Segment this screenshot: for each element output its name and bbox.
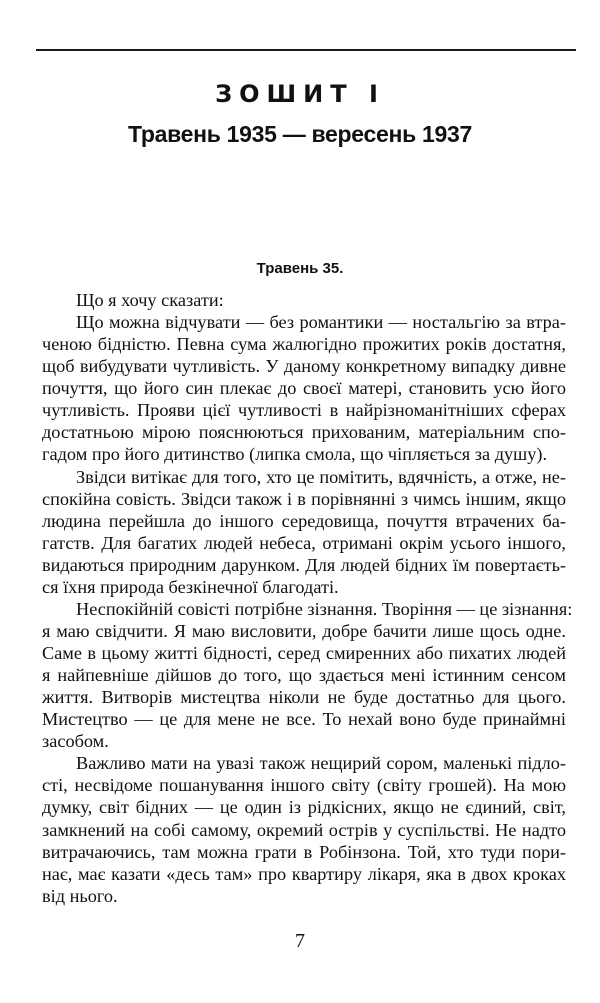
- text-line: Важливо мати на увазі також нещирий сором, маленькі підло-: [76, 753, 566, 774]
- paragraph: [42, 311, 566, 465]
- page-number: 7: [295, 930, 305, 952]
- text-line: думку, світ бідних — це один із рідкісних, якщо не єдиний, світ,: [42, 797, 566, 818]
- body-text: [42, 289, 573, 907]
- text-line: ченою бідністю. Певна сума жалюгідно прожитих років достатня,: [42, 334, 566, 355]
- chapter-title: ЗОШИТ І: [215, 80, 385, 108]
- text-line: гатств. Для багатих людей небеса, отримані окрім усього іншого,: [42, 532, 566, 553]
- text-line: достатньою мірою пояснюються прихованим, матеріальним спо-: [42, 422, 566, 443]
- entry-heading: Травень 35.: [256, 260, 344, 277]
- header-rule: [36, 49, 576, 51]
- chapter-date-range: Травень 1935 — вересень 1937: [128, 121, 472, 147]
- text-line: я маю свідчити. Я маю висловити, добре бачити лише щось одне.: [42, 620, 566, 641]
- text-line: Що можна відчувати — без романтики — ностальгію за втра-: [76, 312, 566, 333]
- text-line: щоб вибудувати чутливість. У даному конкретному випадку дивне: [42, 356, 566, 377]
- text-line: чутливість. Прояви цієї чутливості в найрізноманітніших сферах: [42, 400, 566, 421]
- text-line: Що я хочу сказати:: [76, 290, 224, 310]
- text-line: Саме в цьому житті бідності, серед смиренних або пихатих людей: [42, 643, 566, 663]
- text-line: засобом.: [42, 731, 109, 752]
- paragraph: [42, 289, 566, 311]
- text-line: нає, має казати «десь там» про квартиру лікаря, яка в двох кроках: [42, 863, 566, 884]
- text-line: витрачаючись, там можна грати в Робінзона. Той, хто туди пори-: [42, 841, 566, 862]
- text-line: замкнений на собі самому, окремий острів у суспільстві. Не надто: [42, 819, 566, 840]
- text-line: життя. Витворів мистецтва ніколи не буде достатньо для цього.: [42, 687, 566, 708]
- text-line: від нього.: [42, 885, 118, 906]
- text-line: Неспокійній совісті потрібне зізнання. Творіння — це зізнання:: [76, 598, 573, 619]
- text-line: гадом про його дитинство (липка смола, що чіпляється за душу).: [42, 444, 548, 465]
- text-line: людина перейшла до іншого середовища, почуття втрачених ба-: [42, 510, 566, 531]
- text-line: сті, несвідоме пошанування іншого світу (світу грошей). На мою: [42, 775, 566, 796]
- paragraph: [42, 752, 566, 906]
- text-line: видаються природним дарунком. Для людей бідних їм повертаєть-: [42, 554, 566, 575]
- paragraph: [42, 466, 566, 598]
- text-line: Звідси витікає для того, хто це помітить, вдячність, а отже, не-: [76, 466, 566, 487]
- text-line: спокійна совість. Звідси також і в порівнянні з чимсь іншим, якщо: [42, 488, 566, 509]
- text-line: я найпевніше дійшов до того, що здається мені істинним сенсом: [42, 665, 566, 686]
- paragraph: [42, 598, 573, 752]
- text-line: почуття, що його син плекає до своєї матері, становить усю його: [42, 378, 566, 399]
- text-line: Мистецтво — це для мене не все. То нехай воно буде принаймні: [42, 709, 566, 730]
- text-line: ся їхня природа безкінечної благодаті.: [42, 576, 339, 597]
